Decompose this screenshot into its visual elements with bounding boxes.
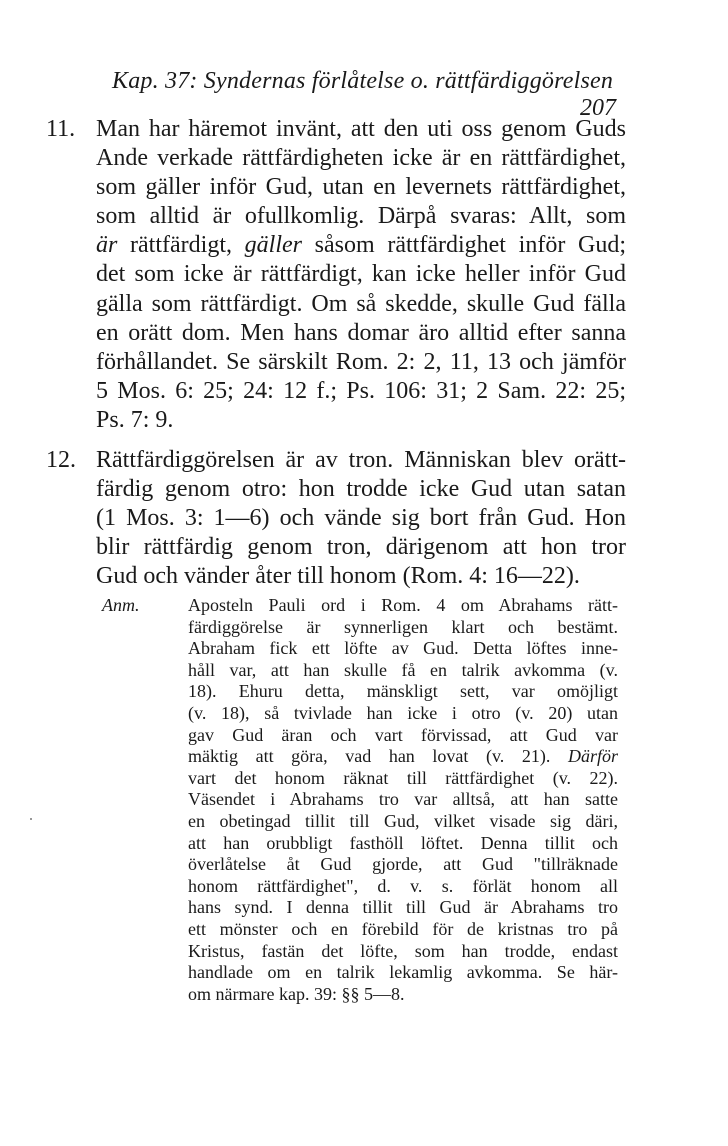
note-line: Aposteln Pauli ord i Rom. 4 om Abrahams rätt- [188, 595, 618, 615]
note-line: gav Gud äran och vart förvissad, att Gud var [188, 724, 618, 745]
print-speck [30, 818, 32, 820]
note-line: handlade om en talrik lekamlig avkomma. Se här- [188, 962, 618, 983]
note-line: att han orubbligt fasthöll löftet. Denna tillit och [188, 832, 618, 853]
text-line: Gud och vänder åter till honom (Rom. 4: 16—22). [96, 563, 580, 590]
page-number: 207 [580, 95, 616, 121]
text-line: gälla som rättfärdigt. Om så skedde, skulle Gud fälla [96, 290, 626, 317]
paragraph-body [96, 115, 626, 435]
note-body [188, 595, 618, 1005]
text-line: färdig genom otro: hon trodde icke Gud utan satan [96, 476, 626, 503]
note-line: ett mönster och en förebild för de kristnas tro på [188, 918, 618, 939]
running-header [112, 68, 616, 122]
text-line: Ps. 7: 9. [96, 406, 174, 433]
paragraph-number: 11. [46, 116, 76, 142]
note-line: Väsendet i Abrahams tro var alltså, att han satte [188, 789, 618, 810]
note-line: överlåtelse åt Gud gjorde, att Gud "tillräknade [188, 854, 618, 875]
note-line: om närmare kap. 39: §§ 5—8. [188, 983, 405, 1004]
text-line: 5 Mos. 6: 25; 24: 12 f.; Ps. 106: 31; 2 Sam. 22: 25; [96, 377, 626, 404]
text-line: Ande verkade rättfärdigheten icke är en rättfärdighet, [96, 145, 626, 172]
note-line: (v. 18), så tvivlade han icke i otro (v. 20) utan [188, 702, 618, 723]
text-line: en orätt dom. Men hans domar äro alltid efter sanna [96, 319, 626, 346]
text-line: det som icke är rättfärdigt, kan icke heller inför Gud [96, 261, 626, 288]
note-line: hans synd. I denna tillit till Gud är Abrahams tro [188, 897, 618, 918]
text-line: som gäller inför Gud, utan en levernets rättfärdighet, [96, 174, 626, 201]
text-line: förhållandet. Se särskilt Rom. 2: 2, 11, 13 och jämför [96, 348, 626, 375]
note-line: 18). Ehuru detta, mänskligt sett, var omöjligt [188, 681, 618, 702]
note-line: honom rättfärdighet", d. v. s. förlät honom all [188, 875, 618, 896]
paragraph-number: 12. [46, 447, 76, 473]
note-line: Kristus, fastän det löfte, som han trodde, endast [188, 940, 618, 961]
note-line: håll var, att han skulle få en talrik avkomma (v. [188, 659, 618, 680]
note-line: Abraham fick ett löfte av Gud. Detta löftes inne- [188, 638, 618, 659]
text-line: som alltid är ofullkomlig. Därpå svaras: Allt, som [96, 203, 626, 230]
note-line: färdiggörelse är synnerligen klart och bestämt. [188, 616, 618, 637]
text-line: blir rättfärdig genom tron, därigenom att hon tror [96, 534, 626, 561]
note-line: vart det honom räknat till rättfärdighet (v. 22). [188, 767, 618, 788]
note-label: Anm. [102, 595, 140, 615]
note-line: mäktig att göra, vad han lovat (v. 21). Därför [188, 746, 618, 767]
note-line: en obetingad tillit till Gud, vilket visade sig däri, [188, 810, 618, 831]
text-line: är rättfärdigt, gäller såsom rättfärdighet inför Gud; [96, 232, 626, 259]
paragraph-body [96, 446, 626, 591]
text-line: Rättfärdiggörelsen är av tron. Människan blev orätt- [96, 447, 626, 473]
text-line: (1 Mos. 3: 1—6) och vände sig bort från Gud. Hon [96, 505, 626, 532]
text-line: Man har häremot invänt, att den uti oss genom Guds [96, 116, 626, 142]
chapter-title: Kap. 37: Syndernas förlåtelse o. rättfärdiggörelsen [112, 68, 614, 94]
